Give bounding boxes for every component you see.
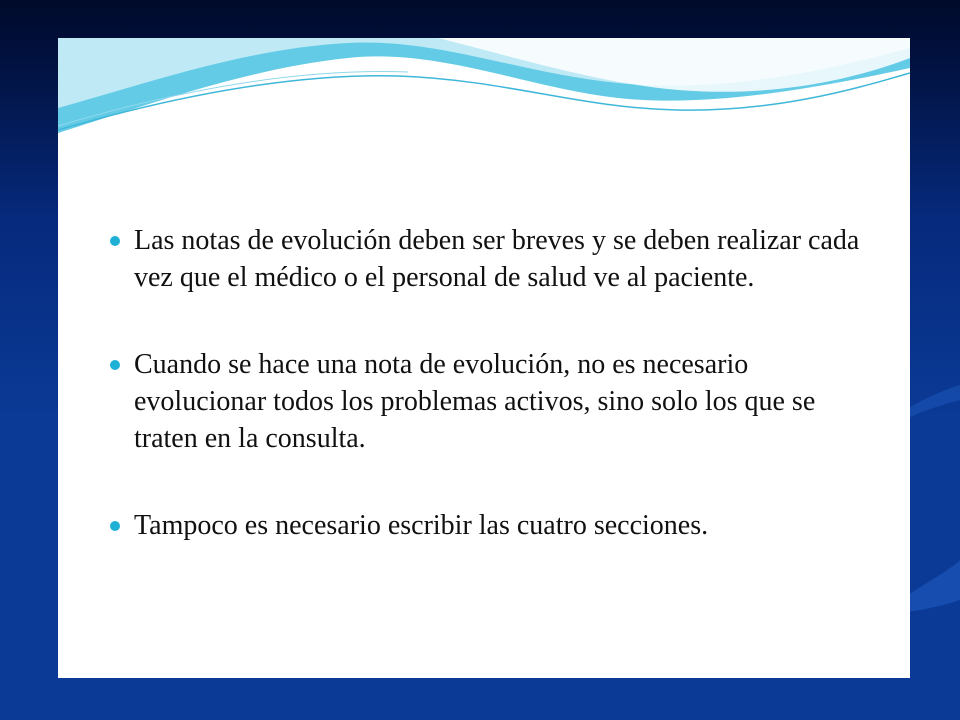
bullet-text: Tampoco es necesario escribir las cuatro secciones. [134,510,709,541]
bullet-icon [110,236,120,246]
header-wave [58,38,910,148]
slide-content [58,38,910,678]
bullet-icon [110,521,120,531]
bullet-item [106,222,876,296]
bullet-list [106,222,876,544]
bullet-icon [110,360,120,370]
bullet-item [106,507,876,544]
bullet-text: Las notas de evolución deben ser breves y se deben realizar cada vez que el médico o el personal de salud ve al paciente. [134,225,860,293]
bullet-item [106,346,876,457]
bullet-text: Cuando se hace una nota de evolución, no es necesario evolucionar todos los problemas activos, sino solo los que se traten en la consulta. [134,349,816,454]
